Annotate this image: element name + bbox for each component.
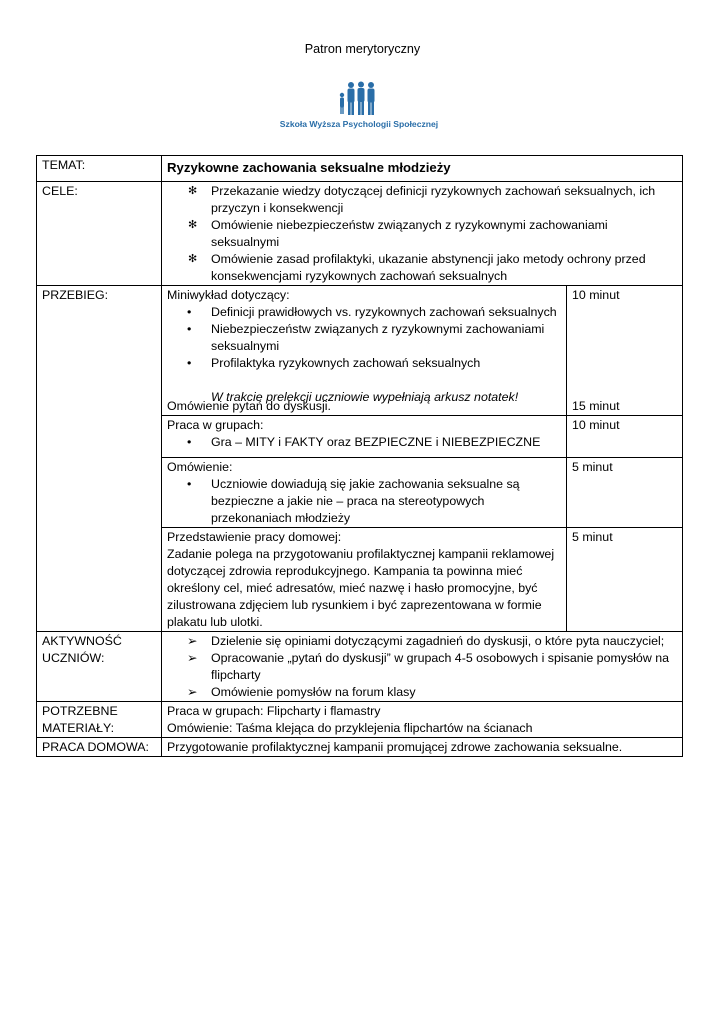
lecture-list xyxy=(167,304,561,372)
review-intro: Omówienie: xyxy=(167,460,233,474)
lecture-cell xyxy=(162,286,567,416)
materials-cell xyxy=(162,702,683,738)
label-aktywnosc: AKTYWNOŚĆ UCZNIÓW: xyxy=(37,632,162,702)
groups-time: 10 minut xyxy=(567,416,683,458)
materials-line-1: Praca w grupach: Flipcharty i flamastry xyxy=(167,704,381,718)
list-item: • Definicji prawidłowych vs. ryzykownych zachowań seksualnych xyxy=(187,305,557,319)
homework-time: 5 minut xyxy=(567,528,683,632)
activity-list xyxy=(167,633,677,701)
list-item: • Gra – MITY i FAKTY oraz BEZPIECZNE i NIEBEZPIECZNE xyxy=(187,435,541,449)
bullet-icon: • xyxy=(187,435,192,449)
discussion-text: Omówienie pytań do dyskusji. xyxy=(167,399,331,413)
bullet-icon: • xyxy=(187,477,192,491)
label-przebieg: PRZEBIEG: xyxy=(37,286,162,632)
bullet-icon: • xyxy=(187,305,192,319)
row-praca-domowa xyxy=(37,738,683,757)
label-cele: CELE: xyxy=(37,182,162,286)
asterisk-icon: ✻ xyxy=(188,253,198,265)
activity-cell xyxy=(162,632,683,702)
lecture-time-1: 10 minut xyxy=(572,288,620,302)
label-temat: TEMAT: xyxy=(37,156,162,182)
homework-text: Zadanie polega na przygotowaniu profilaktycznej kampanii reklamowej dotyczącej zdrowia reprodukcyjnego. Kampania ta powinna mieć określony cel, mieć adresatów, mieć nazwę i hasło promocyjne, być zilustrowana zdjęciem lub rysunkiem i być zaprezentowana w formie plakatu lub ulotki. xyxy=(167,547,555,629)
row-przebieg-lecture xyxy=(37,286,683,416)
family-silhouette-icon xyxy=(336,81,382,115)
label-materialy: POTRZEBNE MATERIAŁY: xyxy=(37,702,162,738)
homework-summary: Przygotowanie profilaktycznej kampanii promującej zdrowe zachowania seksualne. xyxy=(162,738,683,757)
review-time: 5 minut xyxy=(567,458,683,528)
university-logo xyxy=(279,81,439,129)
row-aktywnosc xyxy=(37,632,683,702)
review-cell xyxy=(162,458,567,528)
row-cele xyxy=(37,182,683,286)
bullet-icon: • xyxy=(187,356,192,370)
lecture-note: W trakcie prelekcji uczniowie wypełniają arkusz notatek! xyxy=(211,390,519,404)
lecture-intro: Miniwykład dotyczący: xyxy=(167,288,290,302)
asterisk-icon: ✻ xyxy=(188,219,198,231)
list-item: • Uczniowie dowiadują się jakie zachowania seksualne są bezpieczne a jakie nie – praca na stereotypowych przekonaniach młodzieży xyxy=(187,477,520,525)
review-list xyxy=(167,476,561,527)
list-item: ✻ Omówienie zasad profilaktyki, ukazanie abstynencji jako metody ochrony przed konsekwencjami ryzykownych zachowań seksualnych xyxy=(188,252,646,283)
list-item: ➢ Opracowanie „pytań do dyskusji” w grupach 4-5 osobowych i spisanie pomysłów na flipcharty xyxy=(187,651,669,682)
row-materialy xyxy=(37,702,683,738)
homework-intro: Przedstawienie pracy domowej: xyxy=(167,530,342,544)
list-item: ➢ Dzielenie się opiniami dotyczącymi zagadnień do dyskusji, o które pyta nauczyciel; xyxy=(187,634,665,648)
label-praca-domowa: PRACA DOMOWA: xyxy=(37,738,162,757)
list-item: ➢ Omówienie pomysłów na forum klasy xyxy=(187,685,416,699)
list-item: • Niebezpieczeństw związanych z ryzykownymi zachowaniami seksualnymi xyxy=(187,322,545,353)
list-item: ✻ Przekazanie wiedzy dotyczącej definicji ryzykownych zachowań seksualnych, ich przyczyn i konsekwencji xyxy=(188,184,656,215)
logo-text: Szkoła Wyższa Psychologii Społecznej xyxy=(279,119,439,129)
lecture-time-2: 15 minut xyxy=(572,399,620,413)
bullet-icon: • xyxy=(187,322,192,336)
arrow-right-icon: ➢ xyxy=(187,685,198,699)
lesson-plan-table xyxy=(36,155,683,757)
list-item: • Profilaktyka ryzykownych zachowań seksualnych xyxy=(187,356,481,370)
materials-line-2: Omówienie: Taśma klejąca do przyklejenia flipchartów na ścianach xyxy=(167,721,533,735)
row-temat xyxy=(37,156,683,182)
homework-cell xyxy=(162,528,567,632)
asterisk-icon: ✻ xyxy=(188,185,198,197)
list-item: ✻ Omówienie niebezpieczeństw związanych z ryzykownymi zachowaniami seksualnymi xyxy=(188,218,608,249)
goals-cell xyxy=(162,182,683,286)
arrow-right-icon: ➢ xyxy=(187,651,198,665)
arrow-right-icon: ➢ xyxy=(187,634,198,648)
groups-cell xyxy=(162,416,567,458)
lecture-time-cell xyxy=(567,286,683,416)
lesson-title: Ryzykowne zachowania seksualne młodzieży xyxy=(162,156,683,182)
goals-list xyxy=(167,183,677,285)
groups-list xyxy=(167,434,561,451)
groups-intro: Praca w grupach: xyxy=(167,418,264,432)
patron-heading: Patron merytoryczny xyxy=(304,42,421,56)
